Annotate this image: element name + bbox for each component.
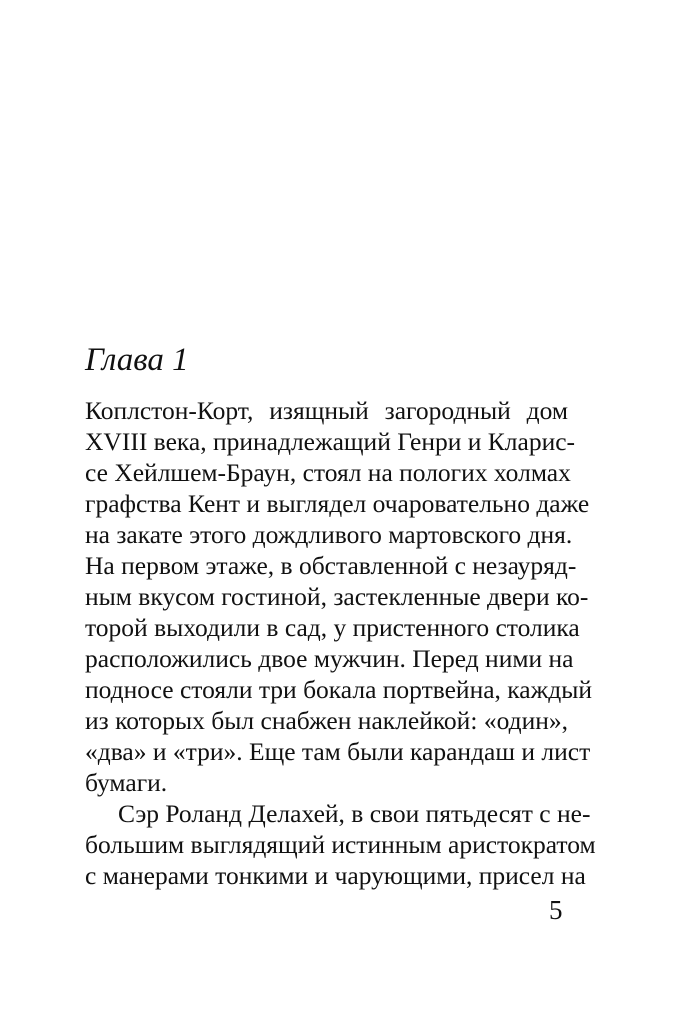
paragraph-1-line-9: расположились двое мужчин. Перед ними на: [85, 644, 574, 673]
paragraph-1-line-6: На первом этаже, в обставленной с незауряд-: [85, 551, 577, 580]
paragraph-1-line-12: «два» и «три». Еще там были карандаш и лист: [85, 737, 591, 766]
paragraph-1-line-10: подносе стояли три бокала портвейна, каждый: [85, 675, 592, 704]
paragraph-1-line-2: XVIII века, принадлежащий Генри и Кларис-: [85, 427, 576, 456]
paragraph-1-line-11: из которых был снабжен наклейкой: «один»,: [85, 706, 568, 735]
paragraph-1-line-3: се Хейлшем-Браун, стоял на пологих холмах: [85, 458, 571, 487]
paragraph-2-line-3: с манерами тонкими и чарующими, присел на: [85, 861, 586, 890]
paragraph-2-line-1: Сэр Роланд Делахей, в свои пятьдесят с не-: [118, 799, 591, 828]
paragraph-1-line-7: ным вкусом гостиной, застекленные двери ко-: [85, 582, 589, 611]
paragraph-1-line-4: графства Кент и выглядел очаровательно даже: [85, 489, 590, 518]
paragraph-1-line-8: торой выходили в сад, у пристенного столика: [85, 613, 580, 642]
chapter-title: Глава 1: [85, 342, 189, 378]
paragraph-1-line-13: бумаги.: [85, 768, 168, 797]
page-number: 5: [549, 895, 563, 925]
paragraph-2-line-2: большим выглядящий истинным аристократом: [85, 830, 596, 859]
paragraph-1-line-1: Коплстон-Корт, изящный загородный дом: [85, 396, 568, 425]
paragraph-1-line-5: на закате этого дождливого мартовского дня.: [85, 520, 573, 549]
